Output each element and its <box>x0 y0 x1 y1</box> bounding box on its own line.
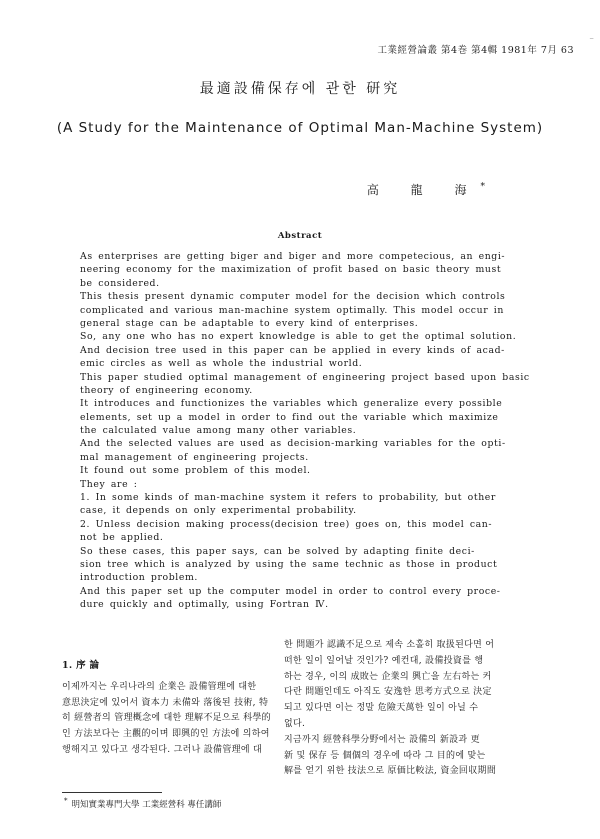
abstract-line: And the selected values are used as decision-marking variables for the opti- <box>80 438 506 450</box>
author-name: 高 龍 海 <box>366 183 481 197</box>
body-text-line: 다란 問題인데도 아직도 安逸한 思考方式으로 決定 <box>284 687 492 698</box>
abstract-line: complicated and various man-machine system optimally. This model occur in <box>80 304 504 316</box>
section-heading: 1. 序 論 <box>62 660 100 671</box>
abstract-line: the calculated value among many other variables. <box>80 425 357 437</box>
abstract-line: sion tree which is analyzed by using the same technic as those in product <box>80 558 498 570</box>
body-text-line: 解를 얻기 위한 技法으로 原価比較法, 資金回収期間 <box>284 766 497 777</box>
footnote-divider <box>62 792 162 793</box>
abstract-line: case, it depends on only experimental probability. <box>80 505 357 517</box>
section-intro <box>62 658 284 759</box>
abstract-line: So these cases, this paper says, can be solved by adapting finite deci- <box>80 545 475 557</box>
body-text-line: 히 經營者의 管理概念에 대한 理解不足으로 科學的 <box>62 713 271 724</box>
footnote-mark: * <box>64 797 68 805</box>
abstract-line: neering economy for the maximization of profit based on basic theory must <box>80 264 502 276</box>
abstract-line: They are : <box>80 478 138 490</box>
abstract-line: As enterprises are getting biger and biger and more competecious, an engi- <box>80 251 506 262</box>
right-column-text <box>284 638 520 780</box>
abstract-line: And decision tree used in this paper can be applied in every kinds of acad- <box>80 344 505 356</box>
running-head: 工業經營論叢 第4巻 第4輯 1981年 7月 63 <box>377 45 574 56</box>
abstract-heading: Abstract <box>277 231 323 241</box>
abstract-line: emic circles as well as whole the industrial world. <box>80 358 363 370</box>
paper-title-english: (A Study for the Maintenance of Optimal Man-Machine System) <box>56 120 544 136</box>
abstract-line: This thesis present dynamic computer model for the decision which controls <box>80 291 506 303</box>
abstract-line: elements, set up a model in order to find out the variable which maximize <box>80 411 499 423</box>
abstract-line: It introduces and functionizes the variables which generalize every possible <box>80 398 503 410</box>
abstract-line: 2. Unless decision making process(decision tree) goes on, this model can- <box>80 518 493 530</box>
body-text-line: 意思決定에 있어서 資本力 未備와 落後된 技術, 特 <box>62 697 269 708</box>
author <box>367 181 485 198</box>
body-text-line: 없다. <box>284 718 306 729</box>
body-text-line: 하는 경우, 이의 成敗는 企業의 興亡을 左右하는 커 <box>284 671 492 682</box>
abstract-line: And this paper set up the computer model in order to control every proce- <box>80 585 501 597</box>
abstract-line: introduction problem. <box>80 572 198 584</box>
abstract-line: not be applied. <box>80 532 164 544</box>
footnote-text: 明知實業專門大學 工業經營科 專任講師 <box>71 799 222 810</box>
abstract-line: mal management of engineering projects. <box>80 451 309 463</box>
paper-title-korean: 最適設備保存에 관한 研究 <box>199 81 401 97</box>
abstract-line: general stage can be adaptable to every kind of enterprises. <box>80 317 419 329</box>
body-text-line: 新 및 保存 등 個個의 경우에 따라 그 目的에 맞는 <box>284 750 486 761</box>
abstract-line: theory of engineering economy. <box>80 384 253 396</box>
scan-mark: ⁻ <box>589 36 594 46</box>
body-text-line: 행해지고 있다고 생각된다. 그러나 設備管理에 대 <box>62 744 263 755</box>
body-text-line: 이제까지는 우리나라의 企業은 設備管理에 대한 <box>62 681 257 692</box>
abstract-line: So, any one who has no expert knowledge is able to get the optimal solution. <box>80 331 517 343</box>
author-footnote-mark: * <box>480 182 485 192</box>
body-text-line: 한 問題가 認識不足으로 제속 소홀히 取扱된다면 어 <box>284 640 495 650</box>
body-text-line: 인 方法보다는 主觀的이며 即興的인 方法에 의하여 <box>62 729 270 740</box>
abstract-line: It found out some problem of this model. <box>80 465 311 477</box>
section-intro-text <box>62 680 284 759</box>
abstract-line: 1. In some kinds of man-machine system it refers to probability, but other <box>80 492 496 504</box>
abstract-line: This paper studied optimal management of engineering project based upon basic <box>80 371 530 383</box>
abstract-body <box>80 250 530 612</box>
abstract-line: dure quickly and optimally, using Fortran Ⅳ. <box>80 599 329 611</box>
body-text-line: 되고 있다면 이는 정말 危險天萬한 일이 아닐 수 <box>284 703 479 714</box>
body-text-line: 떠한 일이 일어날 것인가? 예컨대, 設備投資를 행 <box>284 655 484 666</box>
abstract-line: be considered. <box>80 277 160 289</box>
footnote <box>64 797 221 810</box>
body-text-line: 지금까지 經營科學分野에서는 設備의 新設과 更 <box>284 734 480 745</box>
